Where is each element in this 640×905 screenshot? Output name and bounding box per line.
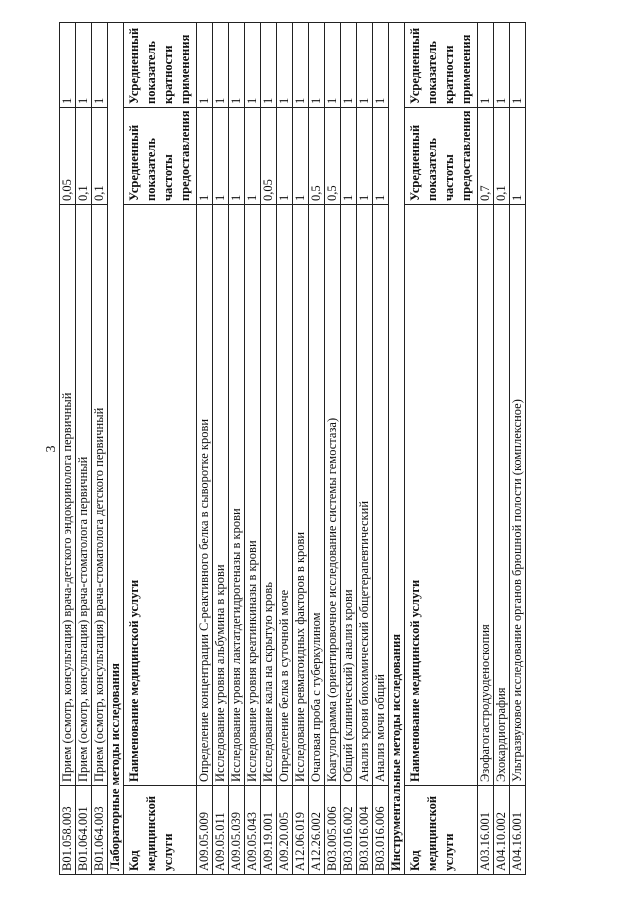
service-name: Анализ крови биохимический общетерапевтический [357,205,373,786]
table-row [373,23,389,875]
service-name: Исследование уровня креатинкиназы в крови [245,205,261,786]
service-code: B01.064.001 [76,786,92,875]
service-multiplicity: 1 [277,23,293,108]
service-frequency: 0,7 [478,108,494,205]
table-row [341,23,357,875]
table-row [277,23,293,875]
service-multiplicity: 1 [373,23,389,108]
service-multiplicity: 1 [213,23,229,108]
service-frequency: 0,1 [76,108,92,205]
service-code: A09.05.043 [245,786,261,875]
service-frequency: 1 [197,108,213,205]
service-code: B03.016.006 [373,786,389,875]
service-frequency: 1 [293,108,309,205]
service-frequency: 1 [277,108,293,205]
header-code: Код медицинской услуги [124,786,197,875]
service-name: Определение белка в суточной моче [277,205,293,786]
service-frequency: 1 [510,108,526,205]
header-multiplicity: Усредненный показатель кратности применения [405,23,478,108]
header-frequency: Усредненный показатель частоты предоставления [405,108,478,205]
service-multiplicity: 1 [478,23,494,108]
service-frequency: 1 [357,108,373,205]
service-multiplicity: 1 [245,23,261,108]
service-name: Анализ мочи общий [373,205,389,786]
service-frequency: 0,1 [92,108,108,205]
table-row [245,23,261,875]
service-name: Прием (осмотр, консультация) врача-стоматолога первичный [76,205,92,786]
section-title-instrumental: Инструментальные методы исследования [389,23,405,875]
service-multiplicity: 1 [60,23,76,108]
service-code: B03.016.004 [357,786,373,875]
service-code: A03.16.001 [478,786,494,875]
service-frequency: 1 [245,108,261,205]
table-row [261,23,277,875]
service-code: B03.016.002 [341,786,357,875]
service-frequency: 0,1 [494,108,510,205]
table-row [357,23,373,875]
service-code: A04.16.001 [510,786,526,875]
service-multiplicity: 1 [357,23,373,108]
table-header-row-lab [124,23,197,875]
service-multiplicity: 1 [309,23,325,108]
service-code: A12.06.019 [293,786,309,875]
section-title-lab: Лабораторные методы исследования [108,23,124,875]
header-code: Код медицинской услуги [405,786,478,875]
table-row [510,23,526,875]
header-multiplicity: Усредненный показатель кратности применения [124,23,197,108]
service-frequency: 1 [213,108,229,205]
table-row [60,23,76,875]
service-frequency: 1 [341,108,357,205]
service-code: A09.20.005 [277,786,293,875]
page-number: 3 [44,445,59,453]
service-frequency: 0,05 [60,108,76,205]
service-code: B01.058.003 [60,786,76,875]
service-name: Исследование ревматоидных факторов в крови [293,205,309,786]
service-code: A09.05.009 [197,786,213,875]
service-multiplicity: 1 [92,23,108,108]
service-code: A04.10.002 [494,786,510,875]
header-name: Наименование медицинской услуги [405,205,478,786]
service-code: A09.19.001 [261,786,277,875]
section-row-instrumental [389,23,405,875]
service-multiplicity: 1 [341,23,357,108]
header-name: Наименование медицинской услуги [124,205,197,786]
service-multiplicity: 1 [325,23,341,108]
table-row [309,23,325,875]
service-name: Исследование уровня альбумина в крови [213,205,229,786]
service-name: Очаговая проба с туберкулином [309,205,325,786]
service-name: Общий (клинический) анализ крови [341,205,357,786]
service-code: B03.005.006 [325,786,341,875]
table-row [197,23,213,875]
service-multiplicity: 1 [293,23,309,108]
service-name: Эзофагогастродуоденоскопия [478,205,494,786]
service-code: A09.05.039 [229,786,245,875]
service-name: Эхокардиография [494,205,510,786]
rotated-table-area [59,27,561,875]
service-code: B01.064.003 [92,786,108,875]
table-header-row-instrumental [405,23,478,875]
service-name: Исследование кала на скрытую кровь [261,205,277,786]
table-row [293,23,309,875]
table-row [92,23,108,875]
services-table-container [59,27,561,875]
service-multiplicity: 1 [494,23,510,108]
service-name: Прием (осмотр, консультация) врача-детского эндокринолога первичный [60,205,76,786]
service-code: A12.26.002 [309,786,325,875]
service-frequency: 0,5 [309,108,325,205]
table-row [76,23,92,875]
table-row [494,23,510,875]
service-frequency: 0,5 [325,108,341,205]
service-multiplicity: 1 [197,23,213,108]
service-multiplicity: 1 [76,23,92,108]
section-row-lab [108,23,124,875]
service-name: Коагулограмма (ориентировочное исследование системы гемостаза) [325,205,341,786]
service-multiplicity: 1 [229,23,245,108]
table-row [325,23,341,875]
service-frequency: 0,05 [261,108,277,205]
table-row [478,23,494,875]
service-name: Исследование уровня лактатдегидрогеназы в крови [229,205,245,786]
service-code: A09.05.011 [213,786,229,875]
service-name: Ультразвуковое исследование органов брюшной полости (комплексное) [510,205,526,786]
service-name: Определение концентрации C-реактивного белка в сыворотке крови [197,205,213,786]
table-row [213,23,229,875]
service-multiplicity: 1 [261,23,277,108]
table-row [229,23,245,875]
service-name: Прием (осмотр, консультация) врача-стоматолога детского первичный [92,205,108,786]
services-table [59,22,526,875]
header-frequency: Усредненный показатель частоты предоставления [124,108,197,205]
service-frequency: 1 [229,108,245,205]
service-frequency: 1 [373,108,389,205]
service-multiplicity: 1 [510,23,526,108]
